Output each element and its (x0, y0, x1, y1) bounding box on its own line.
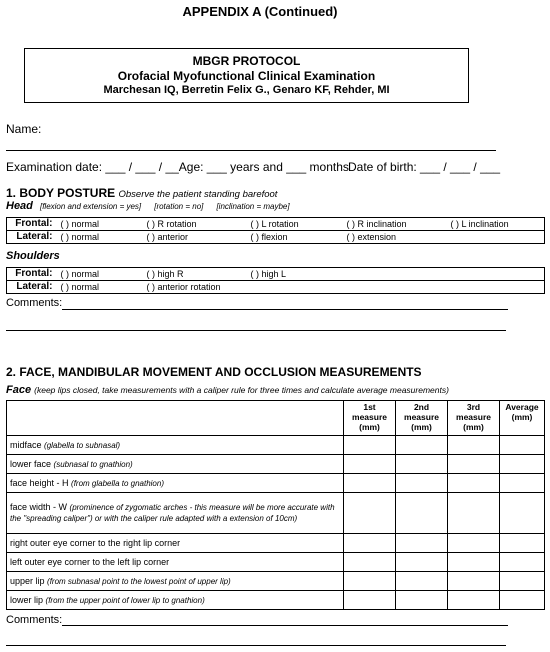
row-description (7, 436, 344, 455)
average-cell[interactable] (500, 436, 545, 455)
measure-cell[interactable] (448, 493, 500, 534)
average-cell[interactable] (500, 493, 545, 534)
name-label: Name: (6, 122, 42, 136)
examination-date-field[interactable]: Examination date: ___ / ___ / __Age: ___ years and ___ months (6, 160, 349, 174)
row-description (7, 553, 344, 572)
head-legend-3: [inclination = maybe] (216, 202, 290, 211)
measure-cell[interactable] (344, 572, 396, 591)
row-note: (from glabella to gnathion) (71, 478, 164, 488)
column-header-3rd (448, 401, 500, 436)
row-label: right outer eye corner to the right lip corner (10, 537, 181, 548)
row-label: Lateral: (16, 231, 53, 242)
head-posture-table (6, 217, 545, 244)
head-lateral-flexion-option[interactable]: ( ) flexion (250, 232, 288, 242)
average-cell[interactable] (500, 572, 545, 591)
measure-cell[interactable] (448, 436, 500, 455)
measure-cell[interactable] (396, 591, 448, 610)
head-title: Head (6, 200, 33, 212)
face-subheading (6, 384, 449, 396)
shoulders-lateral-normal-option[interactable]: ( ) normal (60, 282, 100, 292)
head-lateral-anterior-option[interactable]: ( ) anterior (146, 232, 189, 242)
comments-label-section-2: Comments: (6, 614, 63, 626)
comments-line-4[interactable] (6, 645, 506, 646)
face-title: Face (6, 384, 32, 396)
column-label: measure (404, 412, 439, 422)
head-lateral-empty-cell (449, 231, 545, 244)
shoulders-title: Shoulders (6, 250, 60, 262)
column-label: 1st (363, 402, 376, 412)
shoulders-frontal-row (7, 268, 545, 281)
measure-cell[interactable] (396, 534, 448, 553)
column-header-2nd (396, 401, 448, 436)
head-lateral-row (7, 231, 545, 244)
column-label: 3rd (466, 402, 481, 412)
shoulders-lateral-empty-cell (249, 281, 545, 294)
face-note: (keep lips closed, take measurements with a caliper rule for three times and calculate average measurements) (34, 385, 449, 395)
measure-cell[interactable] (448, 572, 500, 591)
row-label: upper lip (10, 575, 45, 586)
measure-cell[interactable] (344, 474, 396, 493)
row-label: lower face (10, 458, 52, 469)
section-body-posture-title (6, 186, 277, 200)
row-note: (prominence of zygomatic arches - this measure will be more accurate with the "spreading caliper") or with the caliper rule adapted with a extension of 10cm) (10, 503, 335, 523)
row-label: Frontal: (7, 268, 59, 281)
average-cell[interactable] (500, 553, 545, 572)
name-line[interactable] (6, 150, 496, 151)
row-label: midface (10, 439, 42, 450)
measure-cell[interactable] (448, 474, 500, 493)
measure-cell[interactable] (396, 436, 448, 455)
shoulders-lateral-anterior-rotation-option[interactable]: ( ) anterior rotation (146, 282, 221, 292)
shoulders-frontal-normal-option[interactable]: ( ) normal (59, 268, 145, 281)
section-1-heading: 1. BODY POSTURE (6, 186, 116, 200)
table-row (7, 474, 545, 493)
row-label: Lateral: (16, 281, 53, 292)
protocol-name: MBGR PROTOCOL (192, 54, 301, 68)
table-row (7, 534, 545, 553)
head-lateral-extension-option[interactable]: ( ) extension (346, 232, 397, 242)
row-label: lower lip (10, 594, 44, 605)
face-measurements-table (6, 400, 545, 610)
row-label: left outer eye corner to the left lip corner (10, 556, 170, 567)
row-description (7, 474, 344, 493)
header-blank-cell (7, 401, 344, 436)
row-description (7, 572, 344, 591)
row-description (7, 455, 344, 474)
measure-cell[interactable] (344, 493, 396, 534)
measure-cell[interactable] (396, 553, 448, 572)
head-frontal-l-inclination-option[interactable]: ( ) L inclination (449, 218, 545, 231)
average-cell[interactable] (500, 534, 545, 553)
head-frontal-l-rotation-option[interactable]: ( ) L rotation (249, 218, 345, 231)
average-cell[interactable] (500, 474, 545, 493)
column-header-average (500, 401, 545, 436)
comments-line-1[interactable] (62, 309, 508, 310)
appendix-header: APPENDIX A (Continued) (182, 4, 338, 19)
measure-cell[interactable] (344, 591, 396, 610)
protocol-title-box (24, 48, 469, 103)
shoulders-lateral-row (7, 281, 545, 294)
measure-cell[interactable] (344, 553, 396, 572)
column-label: measure (352, 412, 387, 422)
table-row (7, 455, 545, 474)
table-row (7, 436, 545, 455)
measure-cell[interactable] (448, 455, 500, 474)
table-row (7, 493, 545, 534)
head-frontal-row (7, 218, 545, 231)
table-row (7, 591, 545, 610)
section-1-note: Observe the patient standing barefoot (118, 189, 278, 200)
row-note: (from subnasal point to the lowest point of upper lip) (47, 576, 231, 586)
measurements-header-row (7, 401, 545, 436)
head-legend-2: [rotation = no] (154, 202, 204, 211)
measure-cell[interactable] (344, 455, 396, 474)
measure-cell[interactable] (344, 534, 396, 553)
head-frontal-r-rotation-option[interactable]: ( ) R rotation (145, 218, 249, 231)
row-description (7, 534, 344, 553)
column-label: (mm) (359, 422, 380, 432)
measure-cell[interactable] (344, 436, 396, 455)
measure-cell[interactable] (396, 572, 448, 591)
head-subheading (6, 200, 290, 212)
head-legend-1: [flexion and extension = yes] (39, 202, 142, 211)
table-row (7, 553, 545, 572)
row-note: (glabella to subnasal) (44, 440, 121, 450)
row-description (7, 591, 344, 610)
column-label: (mm) (463, 422, 484, 432)
section-2-heading: 2. FACE, MANDIBULAR MOVEMENT AND OCCLUSION MEASUREMENTS (6, 365, 422, 379)
shoulders-posture-table (6, 267, 545, 294)
comments-line-3[interactable] (62, 625, 508, 626)
row-label: face width - W (10, 502, 68, 512)
row-label: Frontal: (7, 218, 59, 231)
column-label: Average (505, 402, 539, 412)
measure-cell[interactable] (448, 591, 500, 610)
shoulders-frontal-high-l-option[interactable]: ( ) high L (249, 268, 545, 281)
column-label: 2nd (413, 402, 430, 412)
column-header-1st (344, 401, 396, 436)
column-label: (mm) (511, 412, 533, 422)
row-description (7, 493, 344, 534)
comments-label-section-1: Comments: (6, 297, 63, 309)
head-frontal-r-inclination-option[interactable]: ( ) R inclination (345, 218, 449, 231)
row-note: (from the upper point of lower lip to gnathion) (45, 595, 205, 605)
measure-cell[interactable] (396, 493, 448, 534)
head-frontal-normal-option[interactable]: ( ) normal (59, 218, 145, 231)
average-cell[interactable] (500, 455, 545, 474)
head-lateral-normal-option[interactable]: ( ) normal (60, 232, 100, 242)
measure-cell[interactable] (448, 553, 500, 572)
exam-title: Orofacial Myofunctional Clinical Examination (117, 69, 376, 83)
shoulders-frontal-high-r-option[interactable]: ( ) high R (145, 268, 249, 281)
column-label: (mm) (411, 422, 432, 432)
row-note: (subnasal to gnathion) (53, 459, 133, 469)
average-cell[interactable] (500, 591, 545, 610)
date-of-birth-field[interactable]: Date of birth: ___ / ___ / ___ (348, 160, 501, 174)
comments-line-2[interactable] (6, 330, 506, 331)
table-row (7, 572, 545, 591)
row-label: face height - H (10, 477, 69, 488)
measure-cell[interactable] (396, 474, 448, 493)
column-label: measure (456, 412, 491, 422)
measure-cell[interactable] (396, 455, 448, 474)
authors: Marchesan IQ, Berretin Felix G., Genaro KF, Rehder, MI (103, 84, 390, 96)
measure-cell[interactable] (448, 534, 500, 553)
